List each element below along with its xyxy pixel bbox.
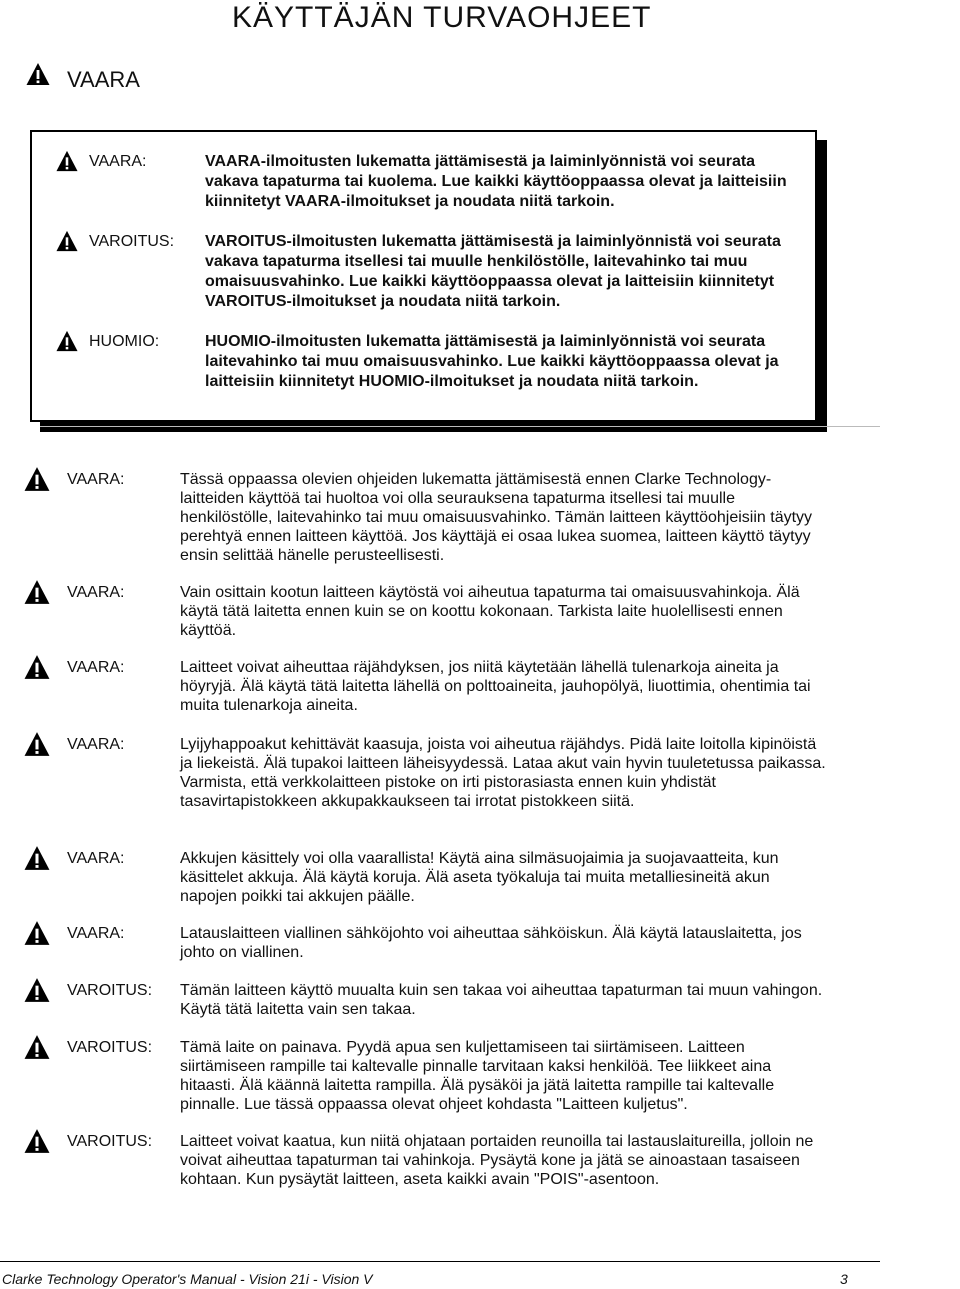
definition-text: HUOMIO-ilmoitusten lukematta jättämisestä ja laiminlyönnistä voi seurata laitevahinko tai muu omaisuusvahinko. Lue kaikki käyttöoppaassa olevat ja laitteisiin kiinnitetyt HUOMIO-ilmoitukset ja noudata niitä tarkoin. [205, 333, 779, 390]
warning-text: Laitteet voivat aiheuttaa räjähdyksen, jos niitä käytetään lähellä tulenarkoja aineita ja höyryjä. Älä käytä tätä laitetta lähellä on polttoaineita, jauhopölyä, liuottimia, ohentimia tai muita tulenarkoja aineita. [180, 659, 811, 714]
warning-label: VAARA: [67, 736, 125, 753]
page-number: 3 [840, 1271, 848, 1287]
warning-label: VAARA: [67, 925, 125, 942]
warning-triangle-icon [24, 845, 50, 871]
warning-triangle-icon [56, 150, 78, 172]
warning-text: Tässä oppaassa olevien ohjeiden lukematta jättämisestä ennen Clarke Technology-laitteiden käyttöä tai huoltoa voi olla seurauksena tapaturma itsellesi tai muulle henkilöstölle, laitevahinko tai muu omaisuusvahinko. Tämän laitteen käyttöohjeisiin täytyy perehtyä ennen laitteen käyttöä. Jos käyttäjä ei osaa lukea suomea, laitteen käyttö täytyy ensin selittää hänelle perusteellisesti. [180, 471, 813, 564]
warning-triangle-icon [56, 230, 78, 252]
warning-text: Tämä laite on painava. Pyydä apua sen kuljettamiseen tai siirtämiseen. Laitteen siirtämiseen rampille tai kaltevalle pinnalle tarvitaan kaksi henkilöä. Tee liikkeet aina hitaasti. Älä käännä laitetta rampilla. Älä pysäköi ja jätä laitetta rampille tai kaltevalle pinnalle. Lue tässä oppaassa olevat ohjeet kohdasta "Laitteen kuljetus". [180, 1039, 775, 1113]
definition-text: VAARA-ilmoitusten lukematta jättämisestä ja laiminlyönnistä voi seurata vakava tapaturma tai kuolema. Lue kaikki käyttöoppaassa olevat ja laitteisiin kiinnitetyt VAARA-ilmoitukset ja noudata niitä tarkoin. [205, 153, 787, 210]
warning-label: VAROITUS: [67, 982, 153, 999]
warning-triangle-icon [24, 466, 50, 492]
warning-label: VAROITUS: [67, 1039, 153, 1056]
warning-label: VAARA: [67, 850, 125, 867]
definition-text: VAROITUS-ilmoitusten lukematta jättämisestä ja laiminlyönnistä voi seurata vakava tapaturma itsellesi tai muulle henkilöstölle, laitevahinko tai muu omaisuusvahinko. Lue kaikki käyttöoppaassa olevat ja laitteisiin kiinnitetyt VAROITUS-ilmoitukset ja noudata niitä tarkoin. [205, 233, 781, 310]
warning-triangle-icon [24, 579, 50, 605]
warning-label: VAROITUS: [67, 1133, 153, 1150]
warning-text: Tämän laitteen käyttö muualta kuin sen takaa voi aiheuttaa tapaturman tai muun vahingon. Käytä tätä laitetta vain sen takaa. [180, 982, 823, 1018]
warning-text: Latauslaitteen viallinen sähköjohto voi aiheuttaa sähköiskun. Älä käytä latauslaitetta, jos johto on viallinen. [180, 925, 802, 961]
section-label-vaara: VAARA [67, 67, 140, 92]
warning-label: VAARA: [67, 584, 125, 601]
warning-triangle-icon [24, 977, 50, 1003]
definition-label: HUOMIO: [89, 333, 160, 350]
footer-manual-title: Clarke Technology Operator's Manual - Vision 21i - Vision V [2, 1271, 373, 1287]
warning-text: Vain osittain kootun laitteen käytöstä voi aiheutua tapaturma tai omaisuusvahinkoja. Älä käytä tätä laitetta ennen kuin se on koottu kokonaan. Tarkista laite huolellisesti ennen käyttöä. [180, 584, 800, 639]
definitions-box [30, 130, 817, 422]
section-divider [40, 426, 880, 427]
warning-text: Lyijyhappoakut kehittävät kaasuja, joista voi aiheutua räjähdys. Pidä laite loitolla kipinöistä ja liekeistä. Älä tupakoi laitteen läheisyydessä. Lataa akut vain hyvin tuuletetussa paikassa. Varmista, että verkkolaitteen pistoke on irti pistorasiasta ennen kuin yhdistät tasavirtapistokkeen akkupakkaukseen tai irrotat pistokkeen siitä. [180, 736, 826, 810]
warning-triangle-icon [56, 330, 78, 352]
footer-divider [0, 1261, 880, 1262]
warning-label: VAARA: [67, 471, 125, 488]
warning-label: VAARA: [67, 659, 125, 676]
warning-text: Laitteet voivat kaatua, kun niitä ohjataan portaiden reunoilla tai lastauslaitureilla, jolloin ne voivat aiheuttaa tapaturman tai vahinkoja. Pysäytä kone ja jätä se ainoastaan tasaiseen kohtaan. Kun pysäytät laitteen, aseta kaikki avain "POIS"-asentoon. [180, 1133, 814, 1188]
warning-triangle-icon [24, 654, 50, 680]
definition-label: VAARA: [89, 153, 147, 170]
warning-text: Akkujen käsittely voi olla vaarallista! Käytä aina silmäsuojaimia ja suojavaatteita, kun käsittelet akkuja. Älä käytä koruja. Älä aseta työkaluja tai muita metalliesineitä akun napojen poikki tai akkujen päälle. [180, 850, 779, 905]
warning-triangle-icon [24, 920, 50, 946]
page-title: KÄYTTÄJÄN TURVAOHJEET [232, 1, 652, 34]
warning-triangle-icon [26, 62, 50, 86]
definition-label: VAROITUS: [89, 233, 175, 250]
warning-triangle-icon [24, 731, 50, 757]
warning-triangle-icon [24, 1034, 50, 1060]
warning-triangle-icon [24, 1128, 50, 1154]
